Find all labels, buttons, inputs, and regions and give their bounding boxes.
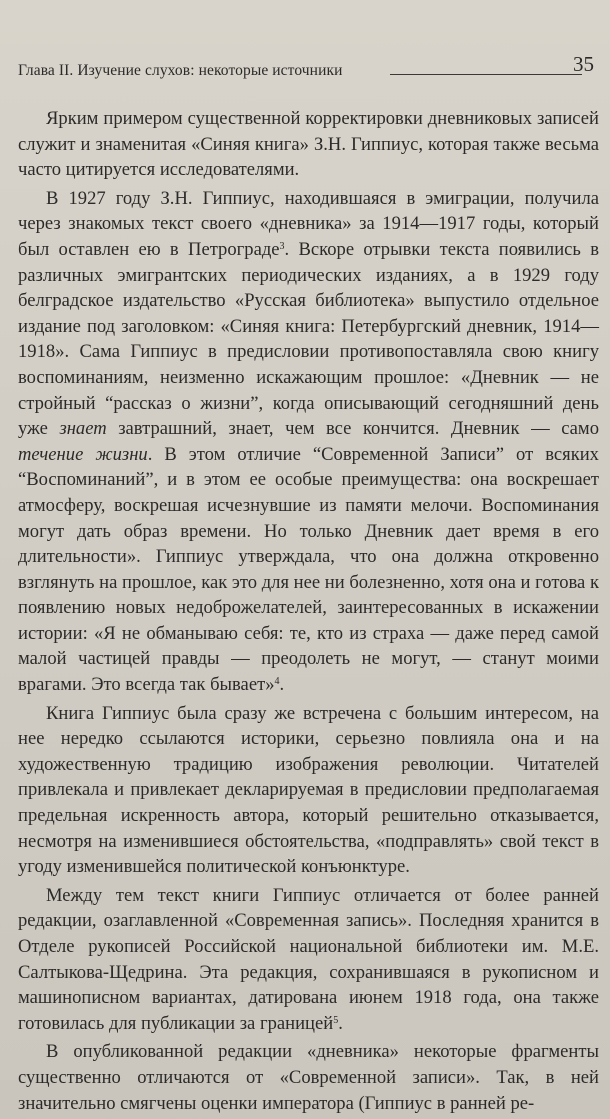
paragraph-5: В опубликованной редакции «дневника» некоторые фрагменты существенно отличаются от «Современной записи». Так, в ней значительно смягчены оценки императора (Гиппиус в ранней ре-: [18, 1041, 599, 1114]
header-rule: [390, 74, 582, 75]
body-text: [18, 106, 599, 1119]
paragraph-2: В 1927 году З.Н. Гиппиус, находившаяся в эмиграции, получила через знакомых текст своего «дневника» за 1914—1917 годы, который был оставлен ею в Петрограде$^3$. Вскоре отрывки текста появились в различных эмигрантских периодических изданиях, а в 1929 году белградское издательство «Русская библиотека» выпустило отдельное издание под заголовком: «Синяя книга: Петербургский дневник, 1914—1918». Сама Гиппиус в предисловии противопоставляла свою книгу воспоминаниям, неизменно искажающим прошлое: «Дневник — не стройный “рассказ о жизни”, когда описывающий сегодняшний день уже знает завтрашний, знает, чем все кончится. Дневник — само течение жизни. В этом отличие “Современной Записи” от всяких “Воспоминаний”, и в этом ее особые преимущества: она воскрешает атмосферу, воскрешая исчезнувшие из памяти мелочи. Воспоминания могут дать образ времени. Но только Дневник дает время в его длительности». Гиппиус утверждала, что она должна откровенно взглянуть на прошлое, как это для нее ни болезненно, хотя она и готова к появлению новых недоброжелателей, заинтересованных в искажении истории: «Я не обманываю себя: те, кто из страха — даже перед самой малой частицей правды — преодолеть не могут, — станут моими врагами. Это всегда так бывает»$^4$.: [18, 187, 599, 696]
emphasis-text: течение жизни: [18, 443, 148, 465]
emphasis-text: знает: [59, 418, 107, 440]
footnote-ref-4: 4: [274, 676, 280, 688]
running-header: [18, 52, 600, 82]
footnote-ref-3: 3: [279, 240, 285, 252]
chapter-title: Глава II. Изучение слухов: некоторые источники: [18, 62, 343, 79]
paragraph-4: Между тем текст книги Гиппиус отличается от более ранней редакции, озаглавленной «Современная запись». Последняя хранится в Отделе рукописей Российской национальной библиотеки им. М.Е. Салтыкова-Щедрина. Эта редакция, сохранившаяся в рукописном и машинописном вариантах, датирована июнем 1918 года, она также готовилась для публикации за границей$^5$.: [18, 884, 599, 1034]
footnote-ref-5: 5: [333, 1014, 339, 1026]
paragraph-3: Книга Гиппиус была сразу же встречена с большим интересом, на нее нередко ссылаются историки, серьезно повлияла она и на художественную традицию изображения революции. Читателей привлекала и привлекает декларируемая в предисловии предполагаемая предельная искренность автора, который решительно отказывается, несмотря на изменившиеся обстоятельства, «подправлять» свой текст в угоду изменившейся политической конъюнктуре.: [18, 702, 599, 878]
paragraph-1: Ярким примером существенной корректировки дневниковых записей служит и знаменитая «Синяя книга» З.Н. Гиппиус, которая также весьма часто цитируется исследователями.: [18, 108, 599, 181]
page-number: 35: [573, 52, 594, 76]
